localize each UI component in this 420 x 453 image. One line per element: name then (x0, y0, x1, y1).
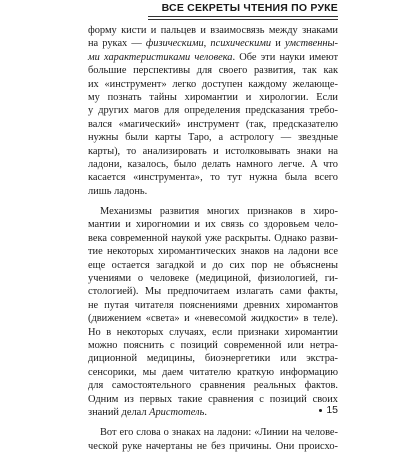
paragraph-gap (88, 419, 338, 426)
text-line: карты), то анализировать и истолковывать знаки на (88, 145, 338, 157)
text-line: большие перспективы для своего развития, так как (88, 65, 338, 77)
text-line: стологией). Мы предпочитаем излагать сами факты, (88, 286, 338, 298)
text-line: века современной наукой уже раскрыты. Однако разви- (88, 232, 338, 244)
text-line: знаний делал Аристотель. (88, 406, 207, 418)
text-line: нужны были карты Таро, а астрологу — звездные (88, 132, 338, 144)
text-line: ладони, казалось, было делать намного легче. А что (88, 158, 338, 170)
text-line: вался «магический» инструмент (так, предсказателю (88, 118, 338, 130)
bullet-icon (319, 409, 322, 412)
page-number: 15 (326, 404, 338, 416)
text-line: лишь ладонь. (88, 185, 148, 197)
text-line: ми характеристиками человека. Обе эти науки имеют (88, 51, 338, 63)
book-page (88, 0, 338, 452)
text-line: на руках — физическими, психическими и умственны- (88, 38, 338, 50)
paragraph-gap (88, 198, 338, 205)
text-line: тие некоторых хиромантических знаков на ладони все (88, 246, 338, 258)
body-text (88, 24, 338, 453)
text-line: не путая читателя пояснениями древних хиромантов (88, 299, 338, 311)
text-line: Механизмы развития многих признаков в хиро- (100, 206, 338, 218)
text-line: мантии и хирогномии и их связь со здоровьем чело- (88, 219, 338, 231)
text-line: еще остается загадкой и до сих пор не объяснены (88, 259, 338, 271)
text-line: касается «инструмента», то тут нужна была всего (88, 172, 338, 184)
text-line: у других магов для определения предсказания требо- (88, 105, 338, 117)
text-line: ческой руке начертаны не без причины. Они происхо- (88, 440, 338, 452)
text-line: для самостоятельного сравнения реальных фактов. (88, 380, 338, 392)
text-line: можно пояснить с позиций современной или нетра- (88, 339, 338, 351)
text-line: диционной медицины, биоэнергетики или экстра- (88, 353, 338, 365)
page-footer (319, 404, 338, 416)
running-header: ВСЕ СЕКРЕТЫ ЧТЕНИЯ ПО РУКЕ (148, 2, 338, 17)
text-line: му познать тайны хиромантии и хирологии. Если (88, 91, 338, 103)
text-line: их «инструмент» легко доступен каждому желающе- (88, 78, 338, 90)
text-line: Но в некоторых случаях, если признаки хиромантии (88, 326, 338, 338)
text-line: Вот его слова о знаках на ладони: «Линии на челове- (100, 427, 338, 439)
text-line: форму кисти и пальцев и взаимосвязь между знаками (88, 25, 338, 36)
text-line: Одним из первых такие сравнения с позиций своих (88, 393, 338, 405)
text-line: (движением «света» и «невесомой жидкости» в теле). (88, 313, 338, 325)
text-line: учениями о человеке (медициной, физиологией, ги- (88, 273, 338, 285)
text-line: сенсорики, мы даем читателю краткую информацию (88, 366, 338, 378)
